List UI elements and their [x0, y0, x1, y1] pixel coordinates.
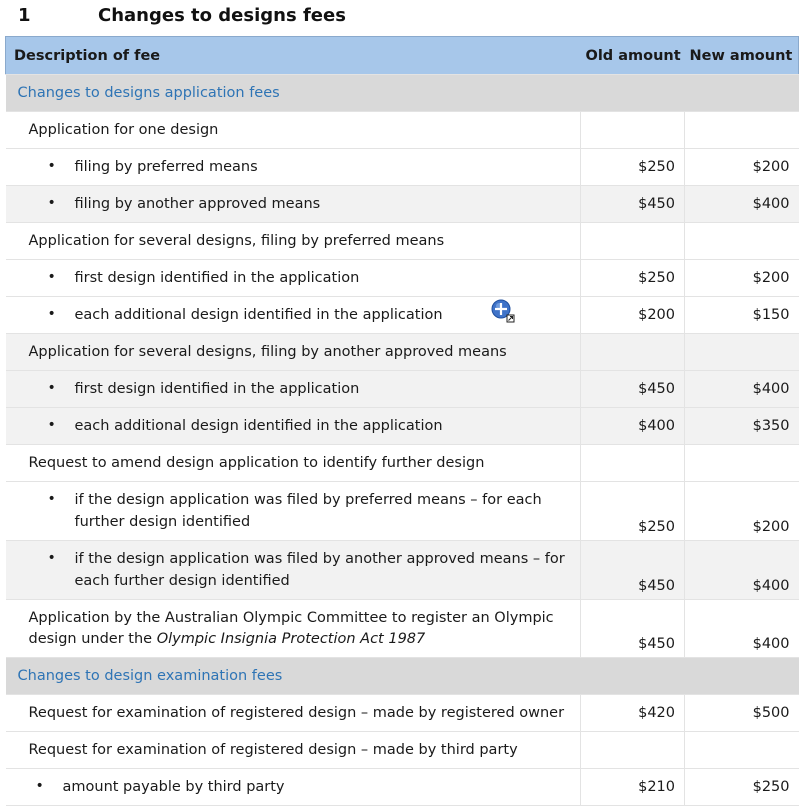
fee-description: amount payable by third party: [62, 779, 285, 795]
section-row: [6, 75, 799, 112]
fee-description: each additional design identified in the application: [74, 307, 443, 323]
section-title-examination: Changes to design examination fees: [6, 658, 799, 695]
old-amount: $450: [581, 186, 685, 223]
table-row: [6, 600, 799, 658]
table-row: [6, 482, 799, 541]
bullet-icon: •: [47, 306, 56, 322]
old-amount: $450: [581, 541, 685, 600]
old-amount: $420: [581, 695, 685, 732]
bullet-icon: •: [47, 195, 56, 211]
new-amount: [685, 223, 799, 260]
table-row: [6, 186, 799, 223]
fee-description: filing by preferred means: [74, 159, 258, 175]
table-row: [6, 769, 799, 806]
new-amount: $400: [685, 541, 799, 600]
table-row: [6, 371, 799, 408]
fee-description: each additional design identified in the application: [74, 418, 443, 434]
table-row: [6, 260, 799, 297]
old-amount: $200: [581, 297, 685, 334]
col-header-description: Description of fee: [6, 37, 581, 75]
bullet-icon: •: [47, 550, 56, 566]
fee-description: Application for several designs, filing by another approved means: [6, 334, 581, 371]
table-row: [6, 732, 799, 769]
old-amount: $210: [581, 769, 685, 806]
fee-description: Request for examination of registered design – made by third party: [6, 732, 581, 769]
bullet-icon: •: [47, 269, 56, 285]
new-amount: $350: [685, 408, 799, 445]
table-row: [6, 408, 799, 445]
table-row: [6, 695, 799, 732]
section-title: Changes to designs fees: [98, 4, 346, 26]
fee-description: if the design application was filed by preferred means – for each further design identified: [74, 492, 542, 530]
old-amount: [581, 112, 685, 149]
fee-description: first design identified in the application: [74, 381, 360, 397]
table-header-row: [6, 37, 799, 75]
section-number: 1: [18, 4, 31, 26]
col-header-new-amount: New amount: [685, 37, 799, 75]
old-amount: $450: [581, 600, 685, 658]
fee-description: Request to amend design application to identify further design: [6, 445, 581, 482]
fee-description: Application for one design: [6, 112, 581, 149]
table-row: [6, 445, 799, 482]
new-amount: $150: [685, 297, 799, 334]
fee-description: Request for examination of registered design – made by registered owner: [6, 695, 581, 732]
fee-description: filing by another approved means: [74, 196, 321, 212]
new-amount: [685, 732, 799, 769]
col-header-old-amount: Old amount: [581, 37, 685, 75]
new-amount: $400: [685, 600, 799, 658]
new-amount: [685, 334, 799, 371]
bullet-icon: •: [35, 778, 44, 794]
new-amount: [685, 112, 799, 149]
fee-description: if the design application was filed by another approved means – for each further design identified: [74, 551, 565, 589]
old-amount: $250: [581, 260, 685, 297]
fee-description: Application by the Australian Olympic Committee to register an Olympic design under the Olympic Insignia Protection Act 1987: [6, 600, 581, 658]
fee-description: first design identified in the application: [74, 270, 360, 286]
new-amount: $200: [685, 149, 799, 186]
old-amount: [581, 334, 685, 371]
new-amount: $200: [685, 260, 799, 297]
old-amount: $250: [581, 149, 685, 186]
old-amount: $250: [581, 482, 685, 541]
bullet-icon: •: [47, 491, 56, 507]
bullet-icon: •: [47, 380, 56, 396]
new-amount: $200: [685, 482, 799, 541]
zoom-move-cursor-icon: [491, 299, 515, 323]
new-amount: [685, 445, 799, 482]
old-amount: [581, 732, 685, 769]
section-title-application: Changes to designs application fees: [6, 75, 799, 112]
old-amount: [581, 223, 685, 260]
bullet-icon: •: [47, 158, 56, 174]
new-amount: $500: [685, 695, 799, 732]
section-row: [6, 658, 799, 695]
fees-table: [5, 36, 799, 806]
fee-description: Application for several designs, filing by preferred means: [6, 223, 581, 260]
new-amount: $400: [685, 186, 799, 223]
table-row: [6, 541, 799, 600]
table-row: [6, 149, 799, 186]
new-amount: $250: [685, 769, 799, 806]
act-title: Olympic Insignia Protection Act 1987: [156, 630, 426, 647]
old-amount: [581, 445, 685, 482]
table-row: [6, 112, 799, 149]
table-row: [6, 223, 799, 260]
bullet-icon: •: [47, 417, 56, 433]
table-row: [6, 297, 799, 334]
new-amount: $400: [685, 371, 799, 408]
old-amount: $450: [581, 371, 685, 408]
section-heading: [18, 2, 346, 28]
old-amount: $400: [581, 408, 685, 445]
table-row: [6, 334, 799, 371]
